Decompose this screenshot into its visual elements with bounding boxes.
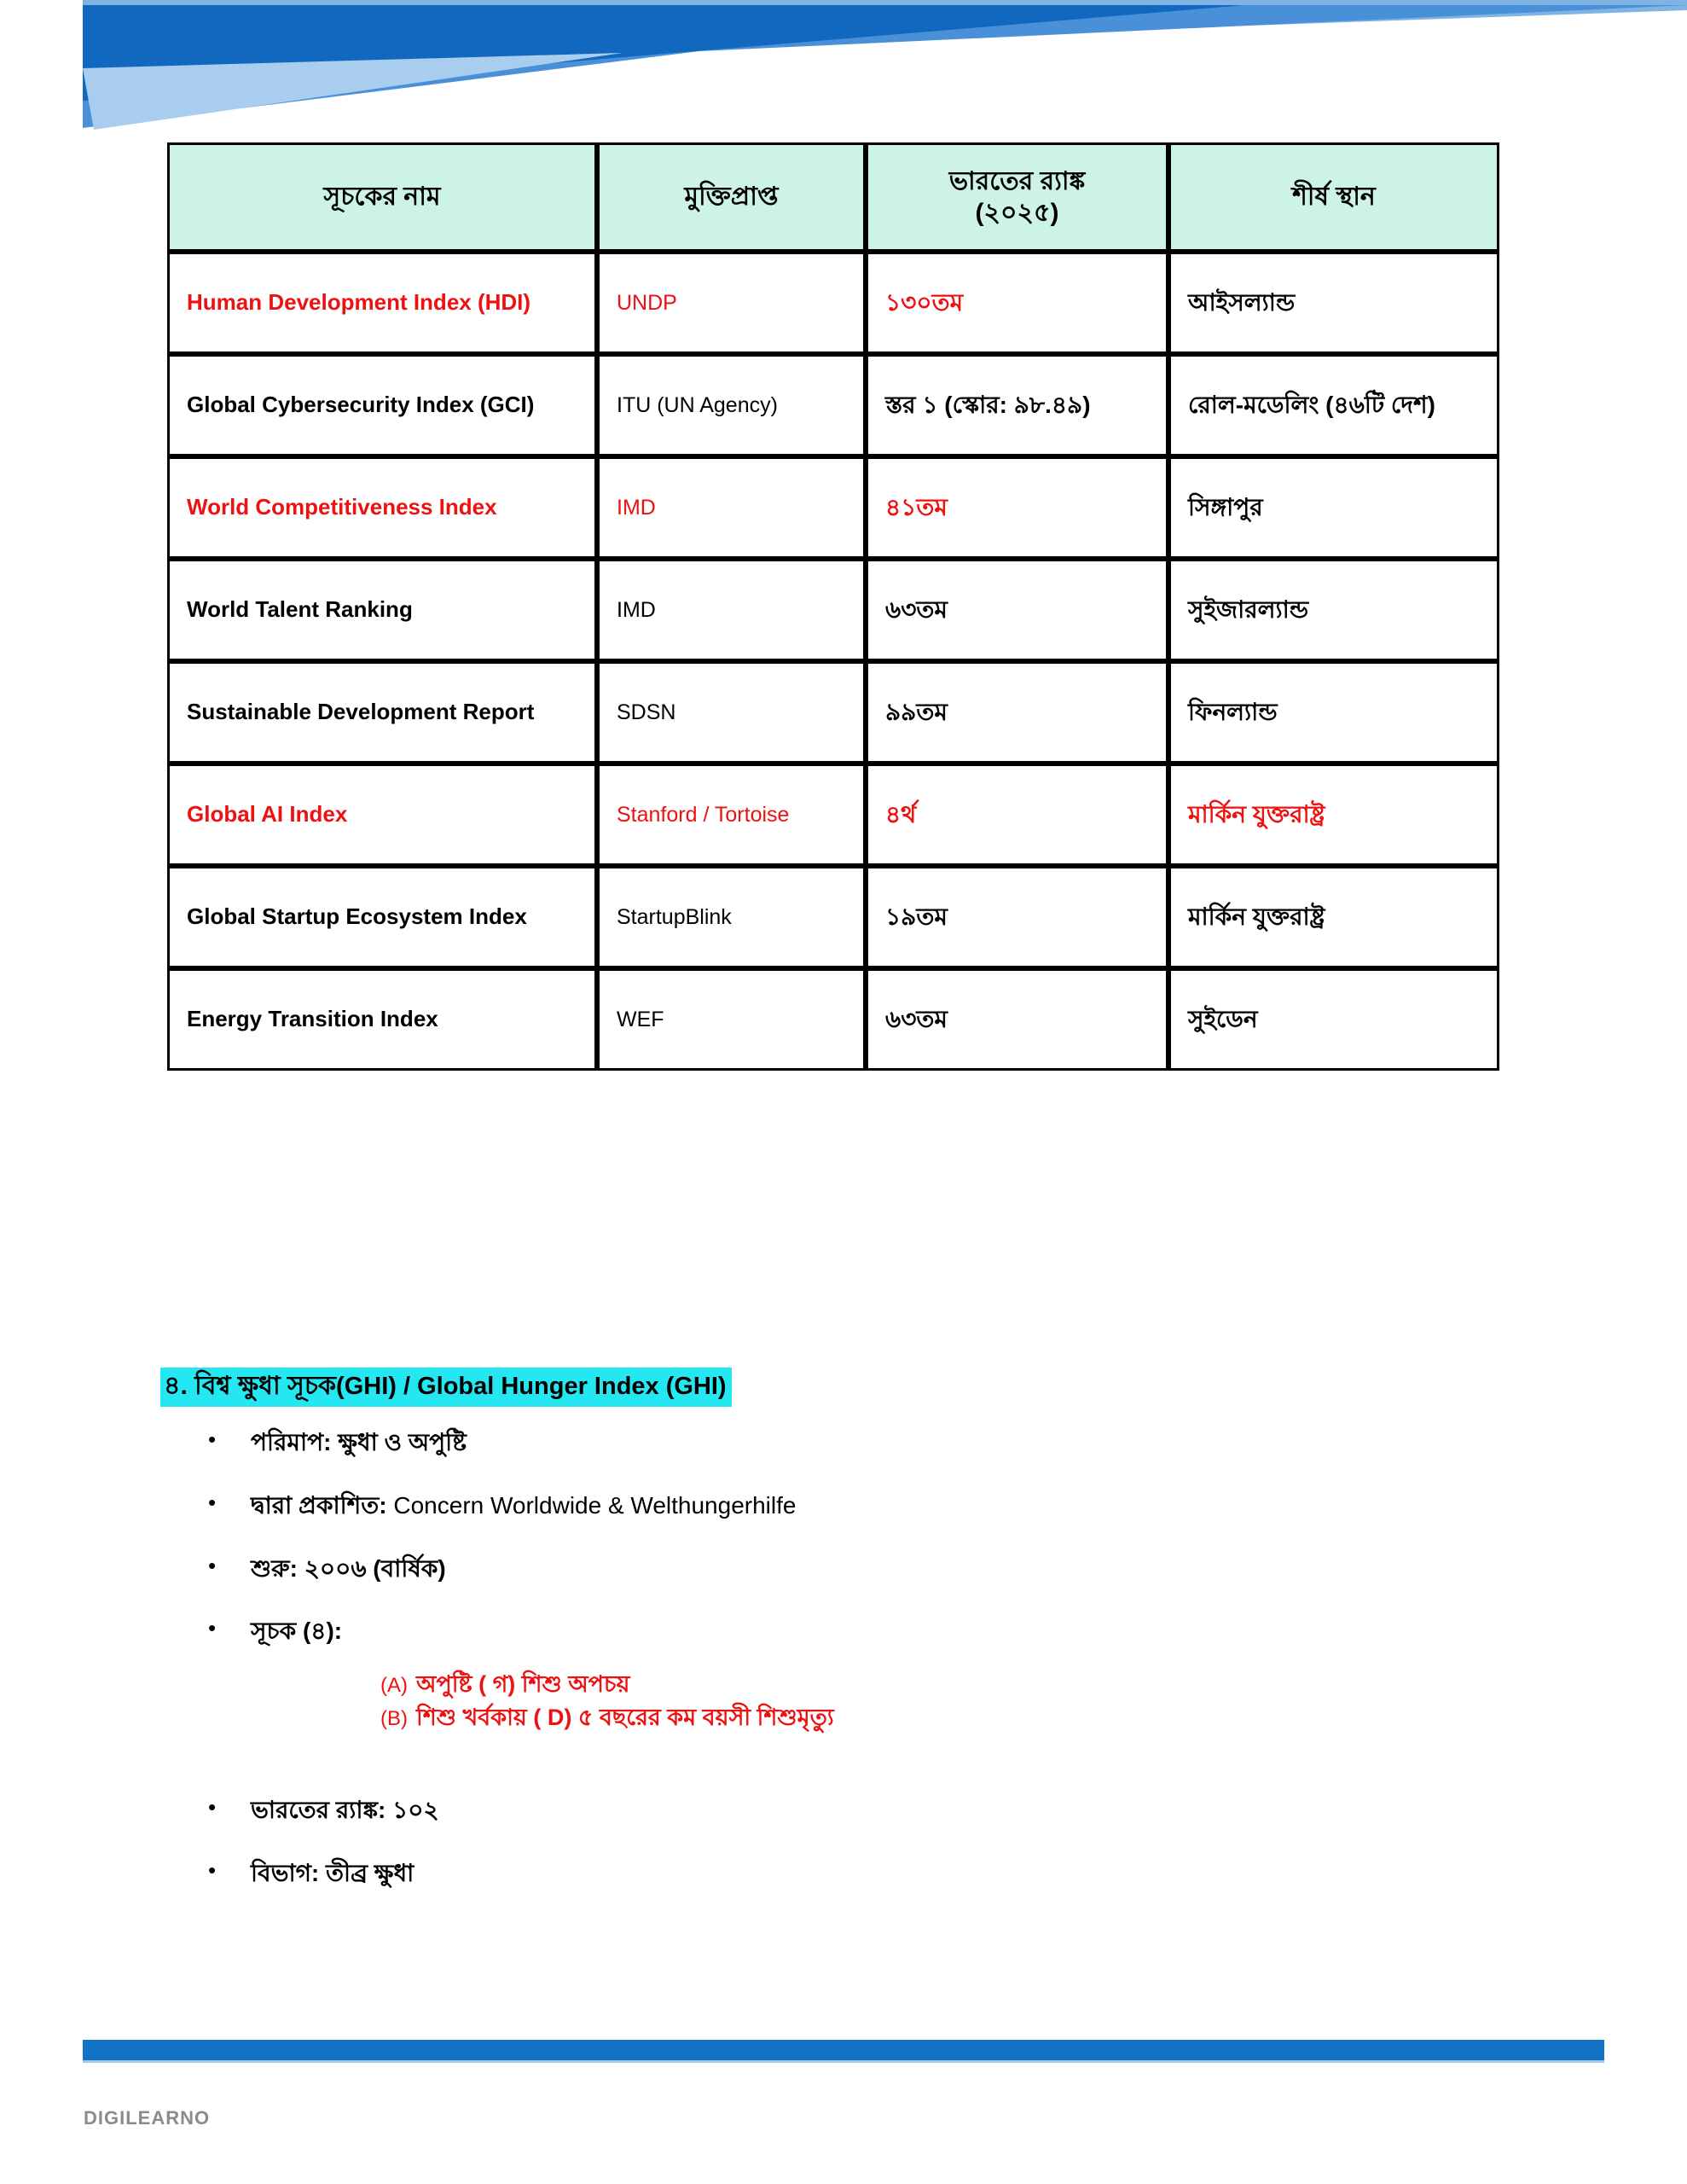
table-header: [167, 142, 1499, 252]
cell-index-name: World Talent Ranking: [167, 559, 597, 661]
column-header-india-rank-line2: (২০২৫): [975, 199, 1059, 227]
cell-india-rank: ৪র্থ: [866, 764, 1168, 866]
table-row: [167, 661, 1499, 764]
list-item: [201, 1553, 1481, 1585]
table-row: [167, 456, 1499, 559]
cell-index-name: Human Development Index (HDI): [167, 252, 597, 354]
cell-india-rank: ৬৩তম: [866, 559, 1168, 661]
bullet-label: পরিমাপ:: [251, 1429, 332, 1455]
column-header-index-name: সূচকের নাম: [167, 142, 597, 252]
cell-top-position: আইসল্যান্ড: [1168, 252, 1499, 354]
cell-top-position: মার্কিন যুক্তরাষ্ট্র: [1168, 866, 1499, 968]
table-header-row: [167, 142, 1499, 252]
cell-publisher: UNDP: [597, 252, 866, 354]
list-item: [201, 1426, 1481, 1459]
cell-publisher: ITU (UN Agency): [597, 354, 866, 456]
section-heading-bengali: ৪. বিশ্ব ক্ষুধা সূচক: [164, 1372, 337, 1400]
index-comparison-table: [167, 142, 1499, 1071]
list-item: [201, 1490, 1481, 1522]
bullet-value: ১০২: [392, 1797, 439, 1824]
ghi-indicator-sublist: [380, 1668, 1404, 1734]
table-row: [167, 764, 1499, 866]
cell-publisher: IMD: [597, 559, 866, 661]
section-heading-ghi: [160, 1368, 732, 1407]
cell-india-rank: ৯৯তম: [866, 661, 1168, 764]
cell-india-rank: ৪১তম: [866, 456, 1168, 559]
table-row: [167, 559, 1499, 661]
bullet-label: সূচক (৪):: [251, 1618, 343, 1645]
cell-index-name: Global Startup Ecosystem Index: [167, 866, 597, 968]
bullet-value: ২০০৬ (বার্ষিক): [304, 1554, 446, 1582]
list-item: [201, 1615, 1481, 1647]
bullet-value: Concern Worldwide & Welthungerhilfe: [393, 1491, 797, 1519]
cell-india-rank: ১৩০তম: [866, 252, 1168, 354]
footer-accent-bar-shadow: [83, 2060, 1604, 2063]
section-heading-latin: (GHI) / Global Hunger Index (GHI): [336, 1373, 727, 1400]
sub-item-text: শিশু খর্বকায় ( D) ৫ বছরের কম বয়সী শিশুমৃত্যু: [416, 1705, 834, 1731]
table-row: [167, 252, 1499, 354]
column-header-india-rank-line1: ভারতের র‍্যাঙ্ক: [948, 166, 1086, 195]
cell-top-position: মার্কিন যুক্তরাষ্ট্র: [1168, 764, 1499, 866]
bullet-label: ভারতের র‍্যাঙ্ক:: [251, 1797, 386, 1824]
cell-india-rank: ৬৩তম: [866, 968, 1168, 1071]
column-header-india-rank: [866, 142, 1168, 252]
cell-index-name: Sustainable Development Report: [167, 661, 597, 764]
cell-index-name: Global AI Index: [167, 764, 597, 866]
footer-accent-bar: [83, 2040, 1604, 2060]
cell-publisher: IMD: [597, 456, 866, 559]
cell-top-position: সিঙ্গাপুর: [1168, 456, 1499, 559]
list-item: [380, 1668, 1404, 1701]
cell-india-rank: স্তর ১ (স্কোর: ৯৮.৪৯): [866, 354, 1168, 456]
sub-item-marker: (A): [380, 1674, 408, 1697]
table-row: [167, 968, 1499, 1071]
table-row: [167, 866, 1499, 968]
table-body: [167, 252, 1499, 1071]
cell-index-name: World Competitiveness Index: [167, 456, 597, 559]
bullet-label: বিভাগ:: [251, 1859, 320, 1886]
cell-top-position: রোল-মডেলিং (৪৬টি দেশ): [1168, 354, 1499, 456]
header-banner-graphic: [0, 0, 1687, 136]
cell-index-name: Energy Transition Index: [167, 968, 597, 1071]
list-item: [380, 1701, 1404, 1734]
list-item: [201, 1857, 1481, 1890]
bullet-value: ক্ষুধা ও অপুষ্টি: [338, 1429, 467, 1455]
footer-brand-label: DIGILEARNO: [84, 2107, 211, 2129]
banner-svg: [0, 0, 1687, 136]
bullet-label: শুরু:: [251, 1554, 298, 1582]
cell-top-position: সুইডেন: [1168, 968, 1499, 1071]
sub-item-text: অপুষ্টি ( গ) শিশু অপচয়: [416, 1671, 630, 1697]
table-row: [167, 354, 1499, 456]
column-header-top-position: শীর্ষ স্থান: [1168, 142, 1499, 252]
cell-top-position: ফিনল্যান্ড: [1168, 661, 1499, 764]
cell-india-rank: ১৯তম: [866, 866, 1168, 968]
bullet-label: দ্বারা প্রকাশিত:: [251, 1491, 387, 1519]
cell-index-name: Global Cybersecurity Index (GCI): [167, 354, 597, 456]
cell-publisher: StartupBlink: [597, 866, 866, 968]
cell-publisher: SDSN: [597, 661, 866, 764]
cell-top-position: সুইজারল্যান্ড: [1168, 559, 1499, 661]
sub-item-marker: (B): [380, 1707, 408, 1731]
column-header-publisher: মুক্তিপ্রাপ্ত: [597, 142, 866, 252]
list-item: [201, 1794, 1481, 1827]
cell-publisher: Stanford / Tortoise: [597, 764, 866, 866]
bullet-value: তীব্র ক্ষুধা: [326, 1859, 415, 1886]
cell-publisher: WEF: [597, 968, 866, 1071]
